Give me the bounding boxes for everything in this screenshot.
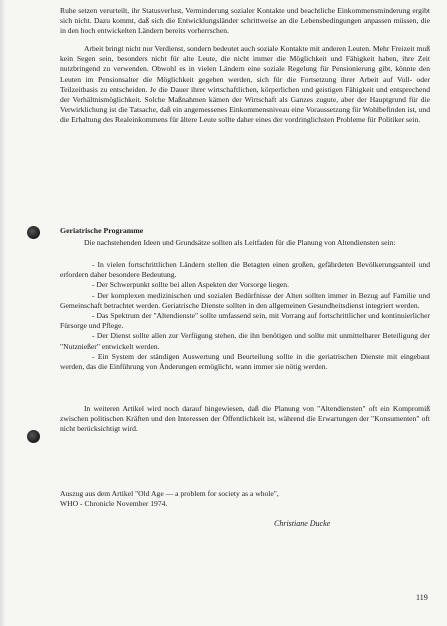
section-intro: Die nachstehenden Ideen und Grundsätze sollten als Leitfaden für die Planung von Altendiensten sein: (84, 238, 396, 247)
punch-hole-top (27, 226, 40, 239)
page-number: 119 (416, 593, 428, 602)
author-signature: Christiane Ducke (274, 519, 331, 528)
principles-list (60, 260, 430, 372)
list-item: - Der Dienst sollte allen zur Verfügung stehen, die ihn benötigen und sollte mit unmittelbarer Beteiligung der "Nutznießer" entwickelt werden. (60, 331, 430, 351)
list-item: - Ein System der ständigen Auswertung und Beurteilung sollte in die geriatrischen Dienste mit eingebaut werden, das die Einführung von Änderungen ermöglicht, wann immer sie nötig werden. (60, 351, 430, 372)
paragraph-work: Arbeit bringt nicht nur Verdienst, sondern bedeutet auch soziale Kontakte mit anderen Leuten. Mehr Freizeit muß kein Segen sein, besonders nicht für alte Leute, die nicht immer die Möglichkeit und Fähigkeit haben, ihre Zeit nutzbringend zu verwenden. Obwohl es in vielen Ländern eine soziale Regelung für Pensionierung gibt, könnte den Leuten im Pensionsalter die Möglichkeit gegeben werden, sich für die Fortsetzung ihrer Arbeit auf Voll- oder Teilzeitbasis zu entscheiden. Je die Dauer ihrer wirtschaftlichen, körperlichen und geistigen Fähigkeit und entsprechend der Verhältnismöglichkeit. Solche Maßnahmen kämen der Wirtschaft als Ganzes zugute, aber der Hauptgrund für die Verwirklichung ist die Tatsache, daß ein angemessenes Einkommensniveau eine Voraussetzung für Wohlbefinden ist, und die Erhaltung des Realeinkommens für ältere Leute sollte daher eines der vordringlichsten Probleme für Politiker sein. (60, 44, 430, 125)
section-heading: Geriatrische Programme (60, 226, 144, 235)
list-item: - Das Spektrum der "Altendienste" sollte umfassend sein, mit Vorrang auf fortschrittlicher und kontinuierlicher Fürsorge und Pflege. (60, 311, 430, 331)
list-item: - Der komplexen medizinischen und sozialen Bedürfnisse der Alten sollten immer in Bezug auf Familie und Gemeinschaft betrachtet werden. Geriatrische Dienste sollten in den allgemeinen Gesundheitsdienst integriert werden. (60, 290, 430, 310)
list-item: - In vielen fortschrittlichen Ländern stellen die Betagten einen großen, gefährdeten Bevölkerungsanteil und erfordern daher besondere Bedeutung. (60, 260, 430, 280)
list-item: - Der Schwerpunkt sollte bei allen Aspekten der Vorsorge liegen. (92, 280, 289, 290)
closing-paragraph: In weiteren Artikel wird noch darauf hingewiesen, daß die Planung von "Altendiensten" oft ein Kompromiß zwischen politischen Kräften und den Interessen der Öffentlichkeit ist, während die Erwartungen der "Konsumenten" oft nicht berücksichtigt wird. (60, 404, 430, 434)
paragraph-intro: Ruhe setzen verurteilt, ihr Statusverlust, Verminderung sozialer Kontakte und beachtliche Einkommensminderung ergibt sich nicht. Dazu kommt, daß sich die Entwicklungsländer schrittweise an die Lebensbedingungen anpassen müssen, die in den hoch entwickelten Ländern bereits vorherrschen. (60, 6, 430, 36)
punch-hole-bottom (27, 430, 40, 443)
source-line-2: WHO - Chronicle November 1974. (60, 499, 168, 508)
source-line-1: Auszug aus dem Artikel "Old Age — a problem for society as a whole", (60, 489, 279, 498)
page-edge-shadow (0, 0, 6, 626)
